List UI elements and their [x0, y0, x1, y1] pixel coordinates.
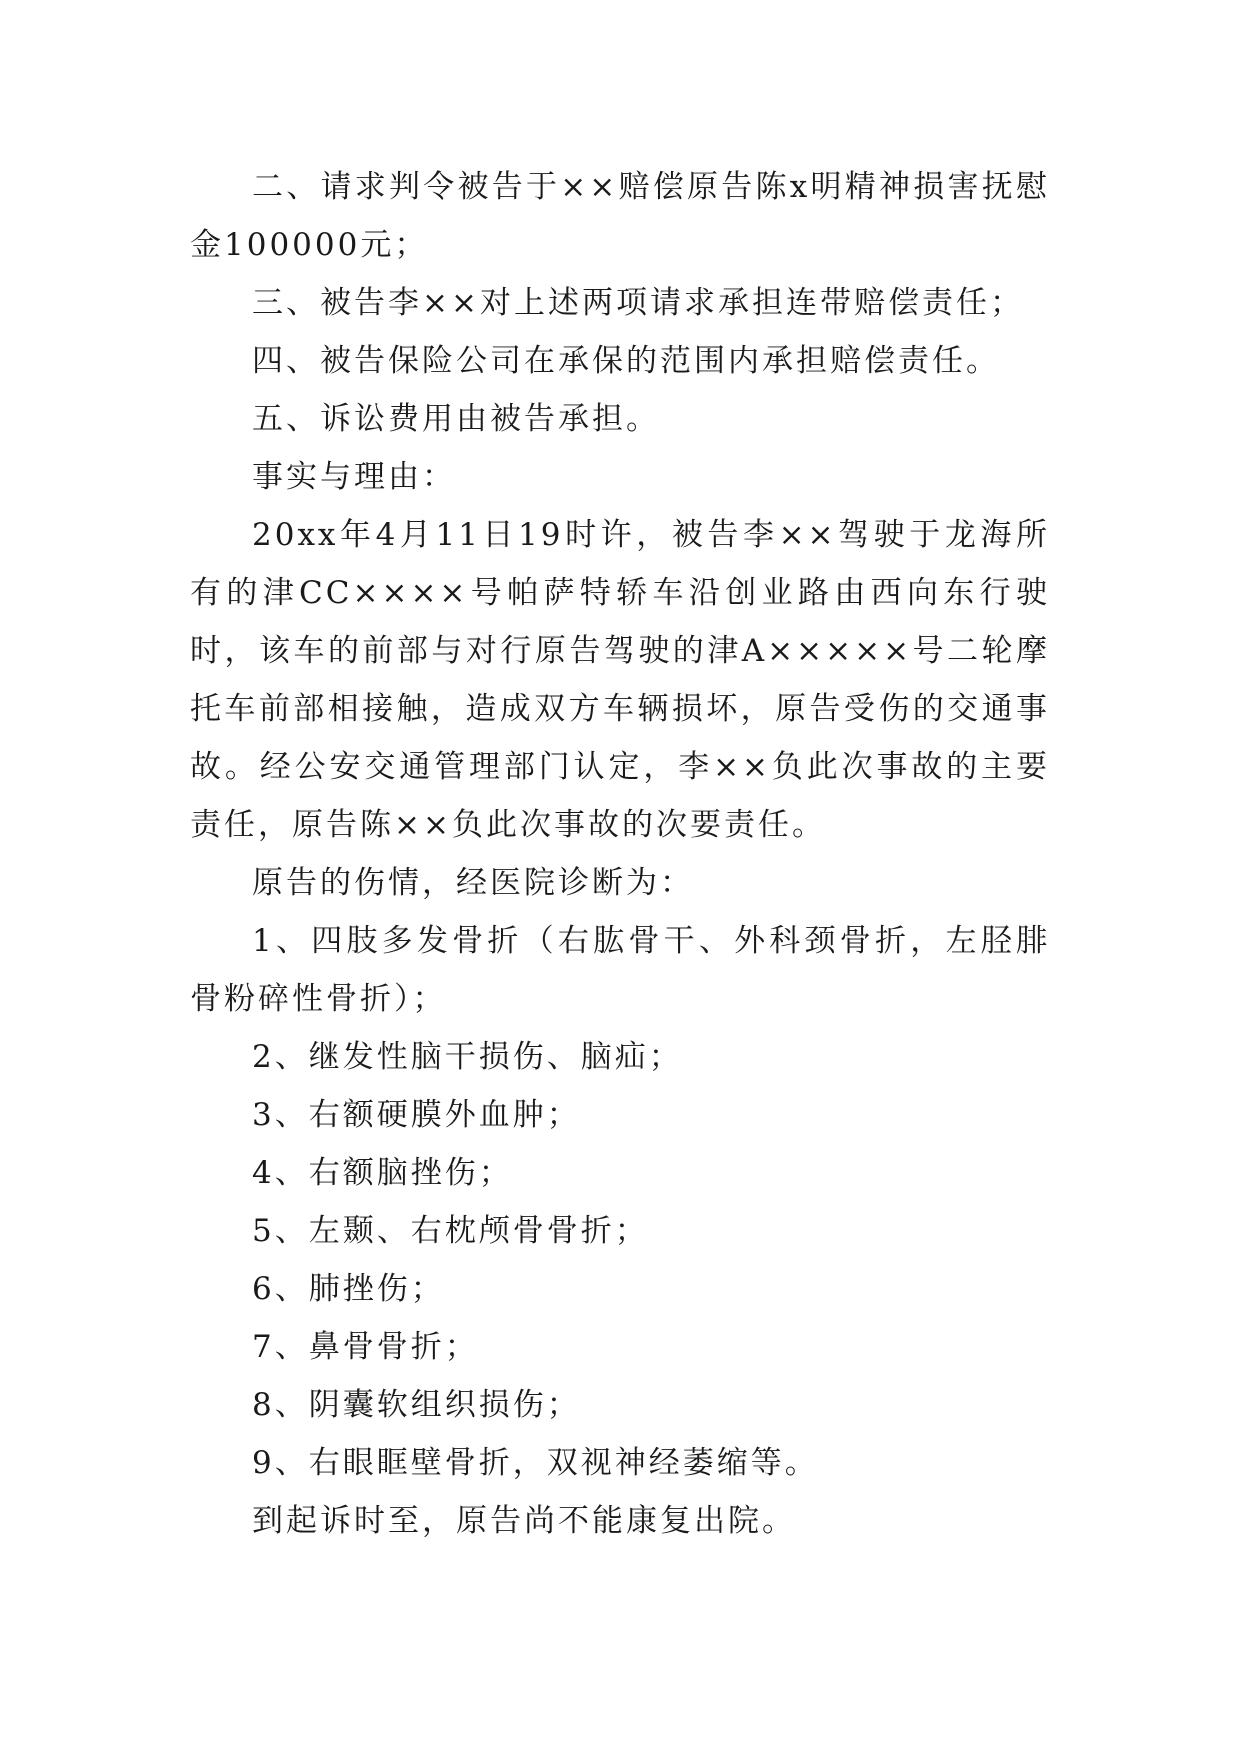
facts-heading: 事实与理由： [252, 459, 456, 495]
injury-item-6: 6、肺挫伤； [252, 1271, 445, 1307]
facts-paragraph: 20xx年4月11日19时许，被告李××驾驶于龙海所有的津CC××××号帕萨特轿车沿创业路由西向东行驶时，该车的前部与对行原告驾驶的津A×××××号二轮摩托车前部相接触，造成双方车辆损坏，原告受伤的交通事故。经公安交通管理部门认定，李××负此次事故的主要责任，原告陈××负此次事故的次要责任。 [190, 517, 1050, 843]
injury-item-3: 3、右额硬膜外血肿； [252, 1097, 581, 1133]
injury-item-2: 2、继发性脑干损伤、脑疝； [252, 1039, 683, 1075]
injury-item-5: 5、左颞、右枕颅骨骨折； [252, 1213, 649, 1249]
claim-paragraph-3: 三、被告李××对上述两项请求承担连带赔偿责任； [252, 285, 1024, 321]
claim-paragraph-5: 五、诉讼费用由被告承担。 [252, 401, 660, 437]
injury-item-9: 9、右眼眶壁骨折，双视神经萎缩等。 [252, 1445, 819, 1481]
injury-item-8: 8、阴囊软组织损伤； [252, 1387, 581, 1423]
injury-intro: 原告的伤情，经医院诊断为： [252, 865, 694, 901]
document-body [190, 158, 1050, 1550]
claim-paragraph-2: 二、请求判令被告于××赔偿原告陈x明精神损害抚慰金100000元； [190, 169, 1050, 263]
closing-paragraph: 到起诉时至，原告尚不能康复出院。 [252, 1503, 796, 1539]
injury-item-1: 1、四肢多发骨折（右肱骨干、外科颈骨折，左胫腓骨粉碎性骨折）； [190, 923, 1050, 1017]
injury-item-4: 4、右额脑挫伤； [252, 1155, 513, 1191]
claim-paragraph-4: 四、被告保险公司在承保的范围内承担赔偿责任。 [252, 343, 1000, 379]
injury-item-7: 7、鼻骨骨折； [252, 1329, 479, 1365]
